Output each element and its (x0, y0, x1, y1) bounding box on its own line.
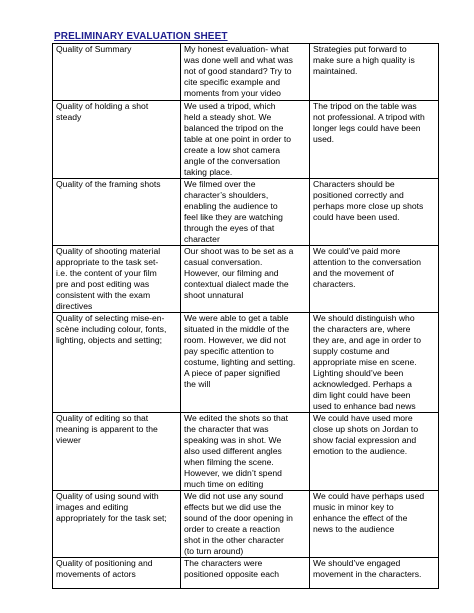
evaluation-text: We were able to get a table situated in the middle of the room. However, we did not pay specific attention to costume, lighting and setting. A piece of paper signified the will (184, 313, 296, 389)
criterion-cell (53, 313, 181, 413)
strategies-cell (310, 413, 439, 491)
criterion-cell (53, 413, 181, 491)
evaluation-text: We edited the shots so that the character that was speaking was in shot. We also used different angles when filming the scene. However, we didn’t spend much time on editing (184, 413, 288, 489)
criterion-text: Quality of using sound with images and editing appropriately for the task set; (56, 491, 167, 523)
strategies-text: The tripod on the table was not professional. A tripod with longer legs could have been used. (313, 101, 425, 144)
strategies-text: Characters should be positioned correctly and perhaps more close up shots could have been used. (313, 179, 424, 222)
evaluation-text: Our shoot was to be set as a casual conversation. However, our filming and contextual dialect made the shoot unnatural (184, 246, 294, 300)
strategies-cell (310, 491, 439, 558)
criterion-text: Quality of positioning and movements of actors (56, 558, 153, 579)
table-row (53, 491, 439, 558)
table-row (53, 413, 439, 491)
evaluation-cell (181, 313, 310, 413)
strategies-cell (310, 558, 439, 589)
evaluation-text: My honest evaluation- what was done well and what was not of good standard? Try to cite specific example and moments from your video (184, 44, 293, 98)
evaluation-cell (181, 246, 310, 313)
evaluation-cell (181, 179, 310, 246)
strategies-cell (310, 44, 439, 101)
criterion-cell (53, 558, 181, 589)
criterion-text: Quality of Summary (56, 44, 132, 54)
evaluation-table (52, 43, 439, 589)
table-row (53, 313, 439, 413)
strategies-text: Strategies put forward to make sure a high quality is maintained. (313, 44, 415, 76)
evaluation-cell (181, 101, 310, 179)
evaluation-text: We filmed over the character’s shoulders, enabling the audience to feel like they are watching through the eyes of that character (184, 179, 283, 244)
criterion-cell (53, 246, 181, 313)
criterion-cell (53, 44, 181, 101)
strategies-text: We could have perhaps used music in minor key to enhance the effect of the news to the audience (313, 491, 425, 534)
strategies-cell (310, 101, 439, 179)
strategies-cell (310, 313, 439, 413)
evaluation-text: The characters were positioned opposite each (184, 558, 280, 579)
criterion-cell (53, 101, 181, 179)
strategies-text: We could’ve paid more attention to the conversation and the movement of characters. (313, 246, 421, 289)
criterion-text: Quality of selecting mise-en- scène including colour, fonts, lighting, objects and setting; (56, 313, 167, 345)
strategies-text: We should distinguish who the characters are, where they are, and age in order to supply costume and appropriate mise en scene. Lighting should’ve been acknowledged. Perhaps a dim light could have been used to enhance bad news (313, 313, 421, 411)
table-row (53, 44, 439, 101)
criterion-text: Quality of the framing shots (56, 179, 161, 189)
strategies-text: We should’ve engaged movement in the characters. (313, 558, 422, 579)
evaluation-cell (181, 44, 310, 101)
table-row (53, 179, 439, 246)
evaluation-cell (181, 558, 310, 589)
evaluation-text: We used a tripod, which held a steady shot. We balanced the tripod on the table at one point in order to create a low shot camera angle of the conversation taking place. (184, 101, 292, 177)
evaluation-text: We did not use any sound effects but we did use the sound of the door opening in order to create a reaction shot in the other character (to turn around) (184, 491, 293, 556)
strategies-text: We could have used more close up shots on Jordan to show facial expression and emotion to the audience. (313, 413, 419, 456)
evaluation-cell (181, 491, 310, 558)
criterion-text: Quality of editing so that meaning is apparent to the viewer (56, 413, 158, 445)
table-row (53, 101, 439, 179)
criterion-cell (53, 179, 181, 246)
table-row (53, 246, 439, 313)
page-title: PRELIMINARY EVALUATION SHEET (54, 31, 228, 42)
strategies-cell (310, 179, 439, 246)
criterion-text: Quality of shooting material appropriate to the task set- i.e. the content of your film pre and post editing was consistent with the exam directives (56, 246, 161, 311)
criterion-text: Quality of holding a shot steady (56, 101, 149, 122)
criterion-cell (53, 491, 181, 558)
strategies-cell (310, 246, 439, 313)
table-row (53, 558, 439, 589)
evaluation-cell (181, 413, 310, 491)
